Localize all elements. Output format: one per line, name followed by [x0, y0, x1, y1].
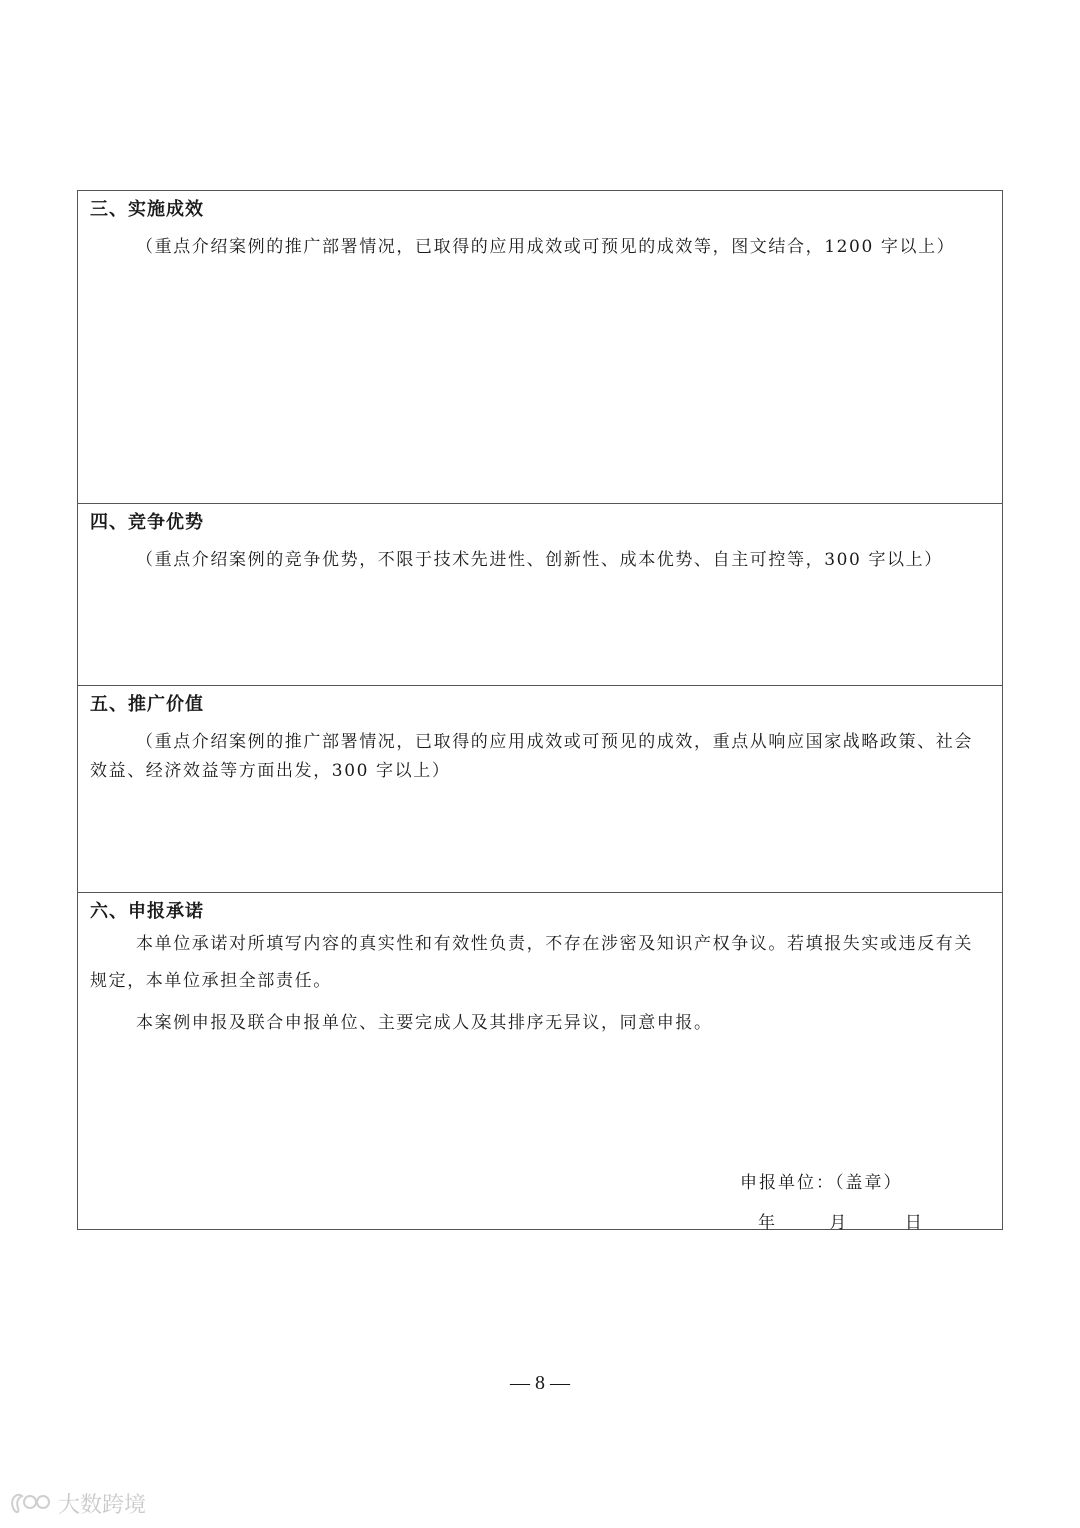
section-hint: （重点介绍案例的竞争优势，不限于技术先进性、创新性、成本优势、自主可控等，300 字以上） — [136, 550, 943, 570]
page-number: — 8 — — [510, 1372, 570, 1394]
section-implementation-results — [78, 191, 1002, 504]
date-day: 日 — [904, 1213, 922, 1233]
section-hint: （重点介绍案例的推广部署情况，已取得的应用成效或可预见的成效，重点从响应国家战略政策、社会效益、经济效益等方面出发，300 字以上） — [90, 732, 973, 781]
watermark — [8, 1488, 146, 1519]
date-year: 年 — [758, 1213, 775, 1233]
signature-date — [758, 1208, 922, 1233]
date-month: 月 — [829, 1213, 847, 1233]
section-declaration-commitment — [78, 893, 1002, 1233]
section-promotion-value — [78, 686, 1002, 893]
section-title: 六、申报承诺 — [90, 901, 204, 922]
section-title: 五、推广价值 — [90, 694, 204, 715]
watermark-logo-icon — [8, 1490, 52, 1518]
section-competitive-advantage — [78, 504, 1002, 686]
commitment-paragraph: 本单位承诺对所填写内容的真实性和有效性负责，不存在涉密及知识产权争议。若填报失实或违反有关规定，本单位承担全部责任。 — [90, 934, 973, 991]
commitment-paragraph: 本案例申报及联合申报单位、主要完成人及其排序无异议，同意申报。 — [136, 1013, 713, 1033]
section-title: 三、实施成效 — [90, 199, 204, 220]
watermark-text: 大数跨境 — [58, 1493, 147, 1518]
signature-unit-label: 申报单位：（盖章） — [740, 1173, 903, 1193]
application-form-table — [77, 190, 1003, 1233]
section-hint: （重点介绍案例的推广部署情况，已取得的应用成效或可预见的成效等，图文结合，1200 字以上） — [136, 237, 956, 257]
section-title: 四、竞争优势 — [90, 512, 204, 533]
